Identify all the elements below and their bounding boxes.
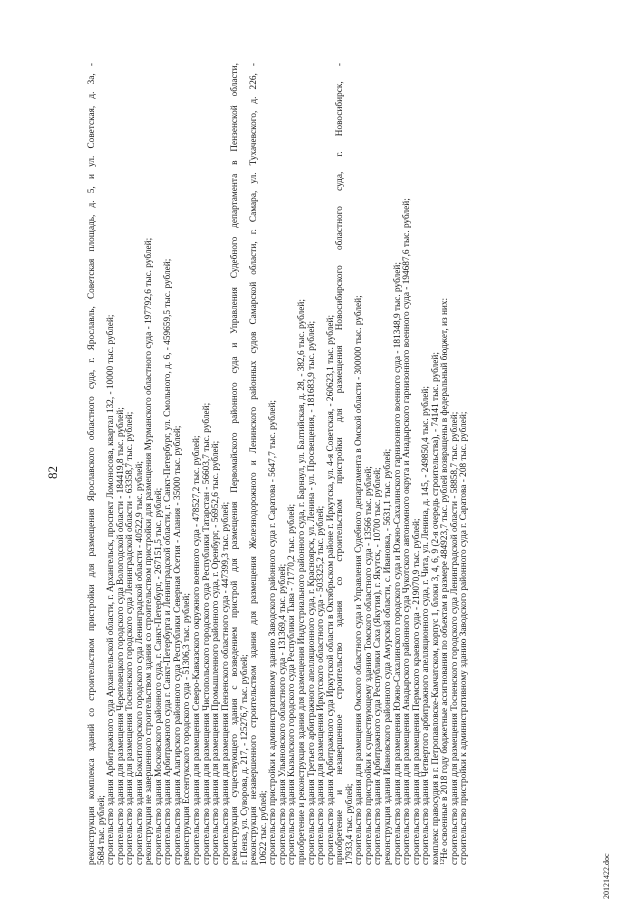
text-line-content: строительство здания для размещения Пензенского областного суда - 447399,3 тыс. рублей; bbox=[220, 501, 231, 865]
text-line-content: строительство здания для размещения Омского областного суда и Управления Судебного департамента в Омской области - 300000 тыс. рублей; bbox=[354, 295, 365, 865]
text-line bbox=[460, 63, 470, 865]
text-line-content: строительство здания для размещения Иркутского областного суда - 503325,2 тыс. рублей; bbox=[316, 505, 327, 865]
text-line-content: строительство пристройки к административному зданию Заводского районного суда г. Саратова - 5647,7 тыс. рублей; bbox=[268, 399, 279, 865]
text-line-content: комплекс правосудия в г. Петропавловске-Камчатском, корпус 1, блоки 3, 4, 6, 9 (2-я очередь строительства), - 74141 тыс. рублей; bbox=[430, 352, 441, 865]
footer-filename: 20121422.doc bbox=[602, 853, 611, 899]
text-line-content: приобретение и незавершенное строительство здания со строительством пристройки для размещения Новосибирского областного суда, г. Новосибирск, - bbox=[335, 63, 346, 865]
text-line-content: реконструкция Ессентукского городского суда - 51306,3 тыс. рублей; bbox=[182, 593, 193, 865]
text-line-content: г. Пенза, ул. Суворова, д. 217, - 125276,7 тыс. рублей; bbox=[239, 654, 250, 865]
text-line bbox=[250, 63, 260, 865]
text-line-content: строительство здания Арбитражного суда г. Санкт-Петербурга и Ленинградской области, г. Санкт-Петербург, ул. Смольного, д. 6, - 459659,5 тыс. рублей; bbox=[163, 258, 174, 865]
text-line-content: строительство здания Арбитражного суда Архангельской области, г. Архангельск, проспект Ломоносова, квартал 132, - 10000 тыс. рублей; bbox=[106, 314, 117, 865]
text-line-content: строительство здания Бокситогорского городского суда Ленинградской области - 40522,9 тыс. рублей; bbox=[134, 461, 145, 865]
text-line-content: реконструкция здания Ивановского районного суда Амурской области, с. Ивановка, - 5631,1 тыс. рублей; bbox=[382, 448, 393, 865]
text-line-content: 10622 тыс. рублей; bbox=[258, 790, 269, 865]
text-line-content: строительство пристройки к существующему зданию Томского областного суда - 13566 тыс. рублей; bbox=[363, 466, 374, 865]
text-line-content: строительство здания для размещения Чистопольского городского суда Республики Татарстан - 56603,7 тыс. рублей; bbox=[201, 402, 212, 865]
text-line-content: строительство здания для размещения Анадырского районного суда Чукотского автономного округа и Анадырского гарнизонного военного суда - 194687,6 тыс. рублей; bbox=[402, 198, 413, 865]
text-line-content: строительство здания для размещения Тосненского городского суда Ленинградской области - 58858,7 тыс. рублей; bbox=[449, 411, 460, 865]
text-line-content: строительство здания для размещения Тосненского городского суда Ленинградской области - 63358,7 тыс. рублей; bbox=[125, 411, 136, 865]
text-line-content: строительство здания для размещения Пермского краевого суда - 219070,9 тыс. рублей; bbox=[411, 518, 422, 865]
text-line-content: приобретение и реконструкция здания для размещения Индустриального районного суда, г. Барнаул, ул. Балтийская, д. 28, - 382,6 тыс. рублей; bbox=[297, 299, 308, 865]
text-line-content: строительство здания Кызылского городского суда Республики Тыва - 71770,2 тыс. рублей; bbox=[287, 503, 298, 865]
text-line bbox=[336, 63, 346, 865]
text-line-content: строительство здания Ульяновского областного суда - 131369,4 тыс. рублей; bbox=[277, 563, 288, 865]
text-line-content: строительство здания для размещения Северо-Кавказского окружного военного суда - 478527,2 тыс. рублей; bbox=[192, 435, 203, 865]
text-line-content: строительство здания Арбитражного суда Иркутской области в Октябрьском районе г. Иркутска, ул. 4-я Советская, - 260623,1 тыс. рублей; bbox=[325, 314, 336, 865]
text-line-content: 17933,4 тыс. рублей; bbox=[344, 783, 355, 865]
text-line-content: строительство здания Четвертого арбитражного апелляционного суда, г. Чита, ул. Ленина, д. 145, - 249850,4 тыс. рублей; bbox=[421, 386, 432, 865]
text-line-content: строительство здания Третьего арбитражного апелляционного суда, г. Красноярск, ул. Ленина - ул. Просвещения, - 181683,9 тыс. рублей; bbox=[306, 320, 317, 865]
text-line-content: строительство здания Московского районного суда, г. Санкт-Петербург, - 267151,5 тыс. рублей; bbox=[153, 487, 164, 865]
text-line-content: реконструкция комплекса зданий со строительством пристройки для размещения Ярославского областного суда, г. Ярославль, Советская площадь, д. 5, и ул. Советская, д. 3а, - bbox=[87, 63, 97, 865]
text-line-content: реконструкция существующего здания с возведением пристрой для размещения Первомайского районного суда и Управления Судебного департамента в Пензенской области, bbox=[230, 63, 241, 865]
text-line-content: Не освоенные в 2018 году бюджетные ассигнования по объектам в размере 484923,7 тыс. рублей возвращены в федеральный бюджет, из них: bbox=[440, 297, 451, 859]
text-line-content: строительство здания Арбитражного суда Республики Саха (Якутия), г. Якутск, - 10700 тыс. рублей; bbox=[373, 467, 384, 865]
document-body bbox=[88, 63, 470, 865]
text-line-content: реконструкция незавершенного строительством здания для размещения Железнодорожного и Ленинского районных судов Самарской области, г. Самара, ул. Тухачевского, д. 226, - bbox=[249, 63, 260, 865]
footnote-marker: 12 bbox=[440, 859, 447, 865]
text-line-content: строительство здания для размещения Промышленного районного суда, г. Оренбург, - 56952,6 тыс. рублей; bbox=[211, 440, 222, 865]
text-line-content: строительство здания для размещения Южно-Сахалинского городского суда и Южно-Сахалинского гарнизонного военного суда - 181348,9 тыс. рублей; bbox=[392, 262, 403, 865]
text-line-content: строительство здания Алагирского районного суда Республики Северная Осетия - Алания - 35000 тыс. рублей; bbox=[172, 425, 183, 865]
text-line-content: строительство здания для размещения Череповецкого городского суда Вологодской области - 184419,8 тыс. рублей; bbox=[115, 407, 126, 865]
text-line-content: реконструкция не завершенного строительством здания со строительством пристройки для размещения Мурманского областного суда - 197792,6 тыс. рублей; bbox=[144, 237, 155, 865]
text-line-content: строительство пристройки к административному зданию Заводского районного суда г. Саратова - 208 тыс. рублей; bbox=[459, 411, 470, 865]
text-line-content: 5684 тыс. рублей; bbox=[96, 795, 107, 865]
text-line bbox=[88, 63, 98, 865]
page-number: 82 bbox=[45, 466, 60, 479]
